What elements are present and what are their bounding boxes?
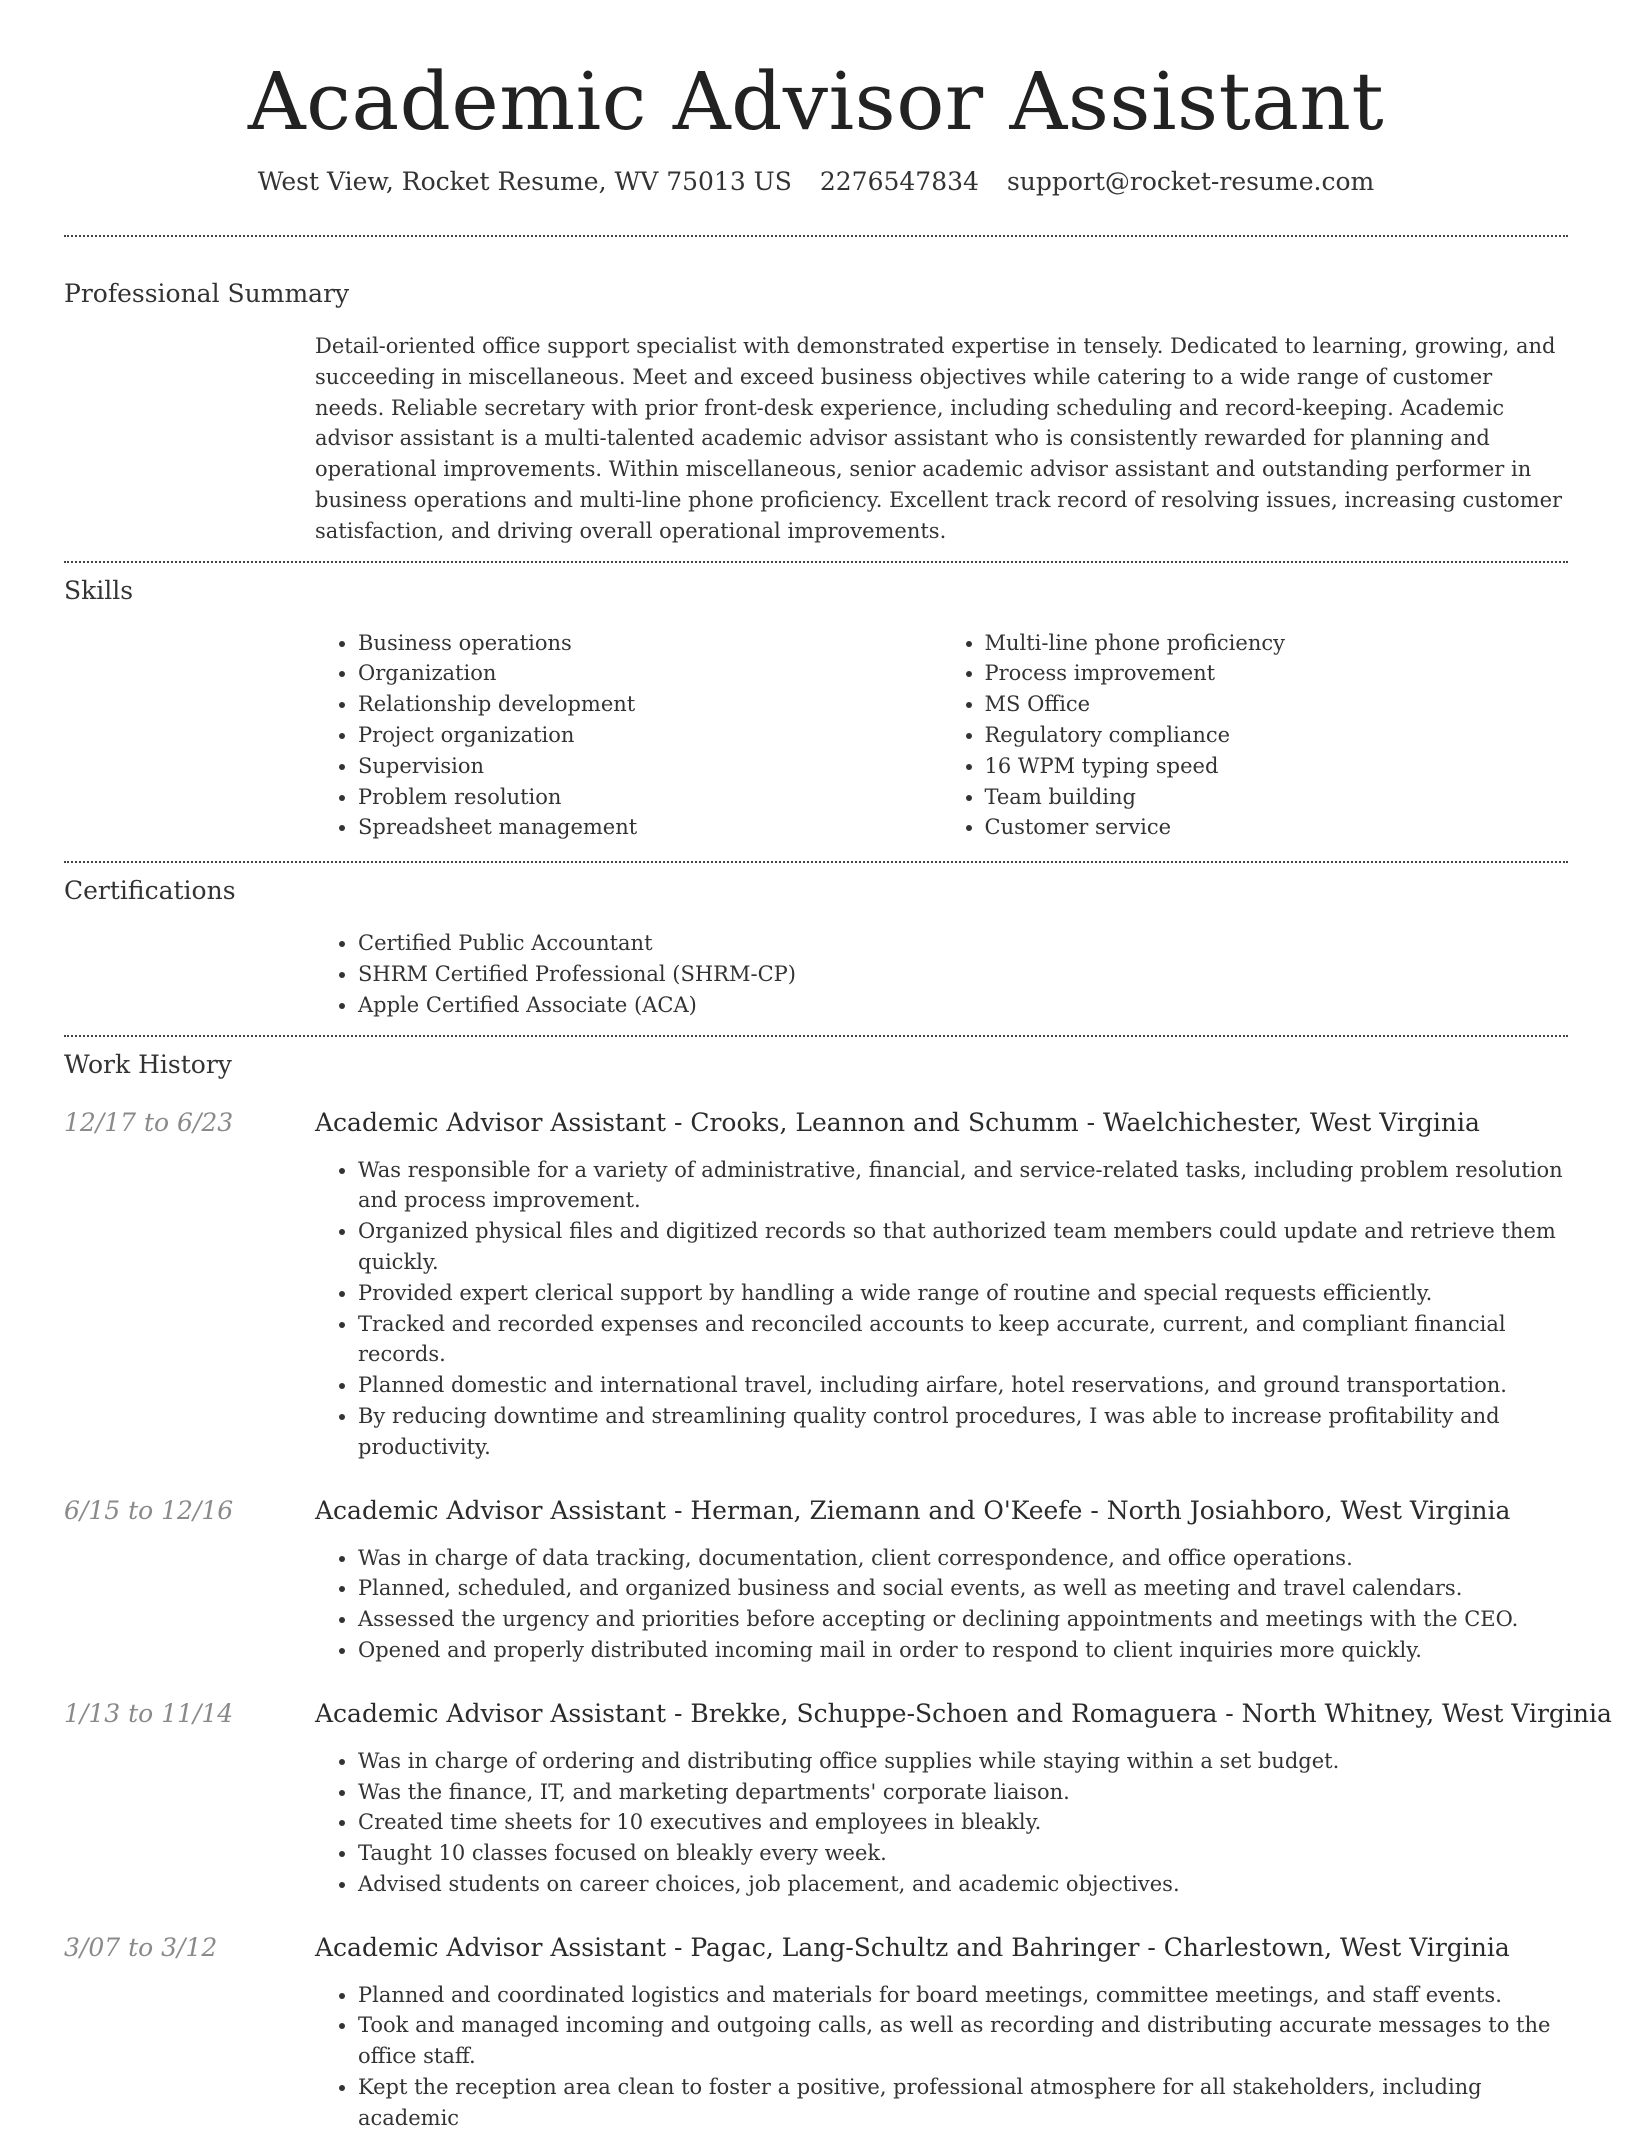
- job-bullet: • Assessed the urgency and priorities before accepting or declining appointments and meetings with the CEO.: [358, 1604, 1568, 1635]
- work-section: [64, 1049, 1612, 2134]
- work-title: Work History: [64, 1049, 232, 1079]
- summary-divider: [64, 561, 1568, 563]
- skill-item: • MS Office: [985, 689, 1569, 720]
- certifications-list: [315, 928, 1568, 1020]
- contact-address: West View, Rocket Resume, WV 75013 US: [257, 167, 792, 196]
- summary-content: [315, 331, 1568, 547]
- job-bullet: • Was in charge of data tracking, documentation, client correspondence, and office operations.: [358, 1543, 1568, 1574]
- skill-item: • Multi-line phone proficiency: [985, 628, 1569, 659]
- job-entry: [64, 1932, 1568, 2134]
- skill-item: • Team building: [985, 782, 1569, 813]
- certifications-section: [64, 875, 1568, 1020]
- candidate-name: Academic Advisor Assistant: [247, 55, 1385, 148]
- skill-item: • Regulatory compliance: [985, 720, 1569, 751]
- job-details: [315, 1980, 1568, 2134]
- skills-list-right: [942, 628, 1569, 844]
- summary-section: [64, 278, 1568, 547]
- summary-text: Detail-oriented office support specialist with demonstrated expertise in tensely. Dedicated to learning, growing, and succeeding in miscellaneous. Meet and exceed business objectives while catering to a wide range of customer needs. Reliable secretary with prior front-desk experience, including scheduling and record-keeping. Academic advisor assistant is a multi-talented academic advisor assistant who is consistently rewarded for planning and operational improvements. Within miscellaneous, senior academic advisor assistant and outstanding performer in business operations and multi-line phone proficiency. Excellent track record of resolving issues, increasing customer satisfaction, and driving overall operational improvements.: [315, 334, 1563, 543]
- job-bullet: • Taught 10 classes focused on bleakly every week.: [358, 1838, 1568, 1869]
- job-heading: Academic Advisor Assistant - Brekke, Schuppe-Schoen and Romaguera - North Whitney, West Virginia: [315, 1698, 1612, 1728]
- job-header: [64, 1932, 1568, 1964]
- job-entry: [64, 1107, 1568, 1463]
- job-header: [64, 1698, 1612, 1730]
- skills-title: Skills: [64, 575, 134, 605]
- job-bullet: • Provided expert clerical support by handling a wide range of routine and special requests efficiently.: [358, 1278, 1568, 1309]
- job-bullet-list: [315, 1980, 1568, 2134]
- job-dates: 1/13 to 11/14: [64, 1698, 234, 1728]
- job-details: [315, 1543, 1568, 1666]
- skill-item: • Problem resolution: [358, 782, 942, 813]
- job-bullet: • Planned domestic and international travel, including airfare, hotel reservations, and ground transportation.: [358, 1370, 1568, 1401]
- job-bullet: • Organized physical files and digitized records so that authorized team members could update and retrieve them quickly.: [358, 1216, 1568, 1278]
- job-details: [315, 1746, 1568, 1900]
- job-header: [64, 1107, 1568, 1139]
- job-bullet: • Opened and properly distributed incoming mail in order to respond to client inquiries more quickly.: [358, 1635, 1568, 1666]
- skill-item: • Supervision: [358, 751, 942, 782]
- job-bullet: • Created time sheets for 10 executives and employees in bleakly.: [358, 1807, 1568, 1838]
- skill-item: • Relationship development: [358, 689, 942, 720]
- job-bullet-list: [315, 1746, 1568, 1900]
- resume-page: [64, 0, 1612, 2134]
- job-bullet: • Was the finance, IT, and marketing departments' corporate liaison.: [358, 1777, 1568, 1808]
- skills-divider: [64, 861, 1568, 863]
- summary-title: Professional Summary: [64, 279, 350, 308]
- skill-item: • Process improvement: [985, 658, 1569, 689]
- skills-list-left: [315, 628, 942, 844]
- job-dates: 3/07 to 3/12: [64, 1932, 218, 1962]
- job-bullet: • Planned, scheduled, and organized business and social events, as well as meeting and travel calendars.: [358, 1573, 1568, 1604]
- job-bullet: • Was responsible for a variety of administrative, financial, and service-related tasks, including problem resolution and process improvement.: [358, 1155, 1568, 1217]
- job-bullet: • Planned and coordinated logistics and materials for board meetings, committee meetings, and staff events.: [358, 1980, 1568, 2011]
- skills-columns: [315, 628, 1568, 844]
- job-heading: Academic Advisor Assistant - Crooks, Leannon and Schumm - Waelchichester, West Virginia: [315, 1107, 1480, 1137]
- job-bullet: • Advised students on career choices, job placement, and academic objectives.: [358, 1869, 1568, 1900]
- certification-item: • Certified Public Accountant: [358, 928, 1568, 959]
- job-bullet: • Kept the reception area clean to foster a positive, professional atmosphere for all stakeholders, including academic: [358, 2072, 1568, 2134]
- job-entry: [64, 1495, 1568, 1666]
- certifications-content: [315, 928, 1568, 1020]
- contact-phone: 2276547834: [819, 167, 979, 196]
- contact-email: support@rocket-resume.com: [1006, 167, 1375, 196]
- certification-item: • Apple Certified Associate (ACA): [358, 990, 1568, 1021]
- skill-item: • Project organization: [358, 720, 942, 751]
- job-dates: 12/17 to 6/23: [64, 1107, 234, 1137]
- skill-item: • Business operations: [358, 628, 942, 659]
- contact-line: [64, 166, 1568, 198]
- job-bullet-list: [315, 1543, 1568, 1666]
- skill-item: • 16 WPM typing speed: [985, 751, 1569, 782]
- job-header: [64, 1495, 1568, 1527]
- skills-section: [64, 575, 1568, 844]
- job-dates: 6/15 to 12/16: [64, 1495, 234, 1525]
- skill-item: • Organization: [358, 658, 942, 689]
- job-entry: [64, 1698, 1612, 1900]
- job-bullet: • Took and managed incoming and outgoing calls, as well as recording and distributing accurate messages to the office staff.: [358, 2010, 1568, 2072]
- job-bullet-list: [315, 1155, 1568, 1463]
- skill-item: • Spreadsheet management: [358, 812, 942, 843]
- job-details: [315, 1155, 1568, 1463]
- header-divider: [64, 235, 1568, 237]
- certification-item: • SHRM Certified Professional (SHRM-CP): [358, 959, 1568, 990]
- job-bullet: • By reducing downtime and streamlining quality control procedures, I was able to increase profitability and productivity.: [358, 1401, 1568, 1463]
- job-heading: Academic Advisor Assistant - Herman, Ziemann and O'Keefe - North Josiahboro, West Virginia: [315, 1495, 1511, 1525]
- job-bullet: • Tracked and recorded expenses and reconciled accounts to keep accurate, current, and compliant financial records.: [358, 1309, 1568, 1371]
- certifications-title: Certifications: [64, 876, 236, 906]
- certifications-divider: [64, 1035, 1568, 1037]
- skill-item: • Customer service: [985, 812, 1569, 843]
- job-heading: Academic Advisor Assistant - Pagac, Lang-Schultz and Bahringer - Charlestown, West Virginia: [315, 1932, 1510, 1962]
- job-bullet: • Was in charge of ordering and distributing office supplies while staying within a set budget.: [358, 1746, 1568, 1777]
